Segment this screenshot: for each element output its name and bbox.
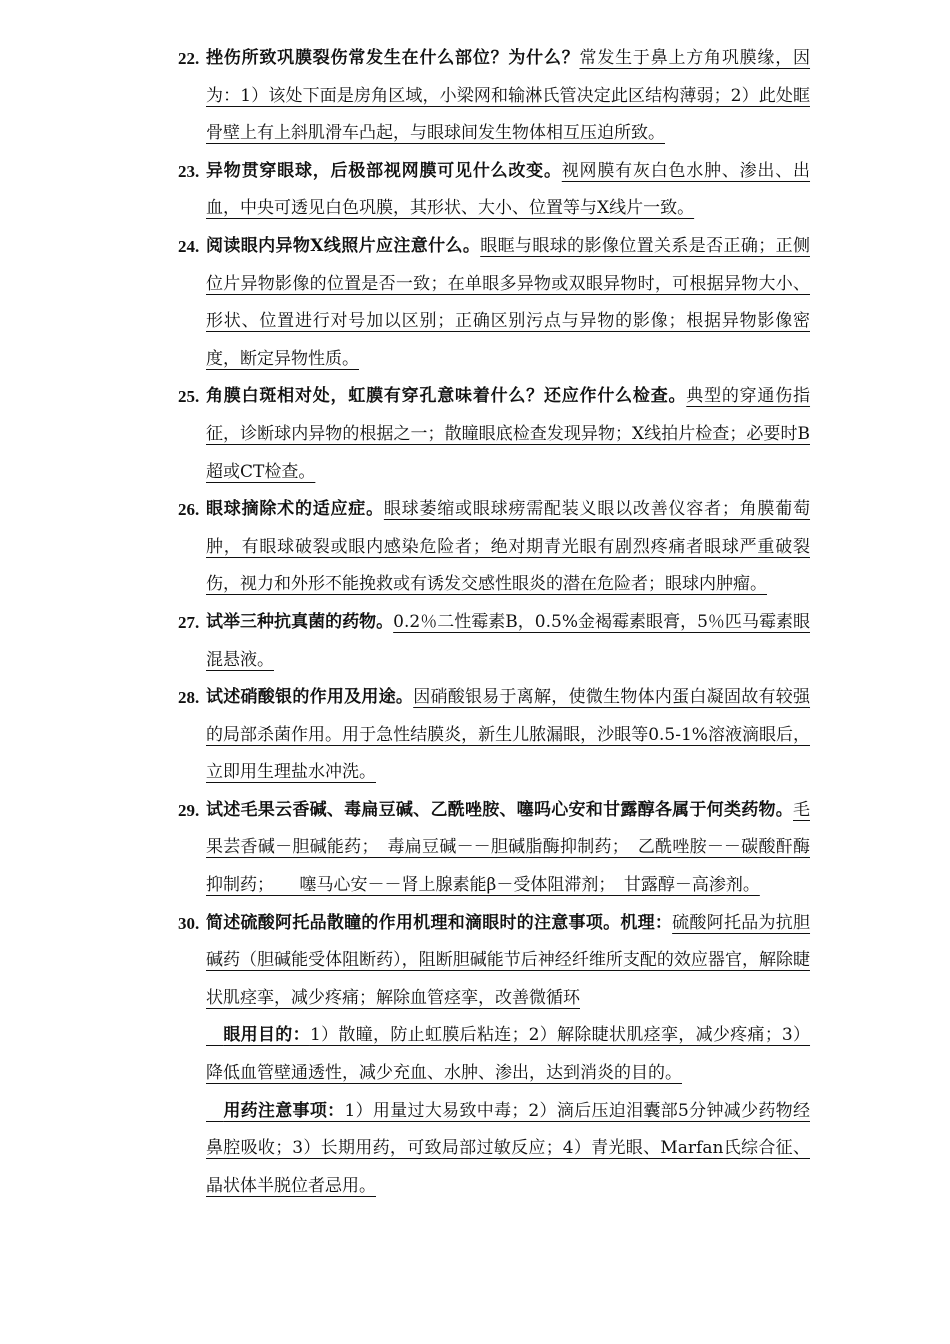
- answer-text: 视网膜有灰白色水肿、渗出、出血，中央可透见白色巩膜，其形状、大小、位置等与X线片一致。: [206, 160, 811, 219]
- answer-text: 眼眶与眼球的影像位置关系是否正确；正侧位片异物影像的位置是否一致；在单眼多异物或双眼异物时，可根据异物大小、形状、位置进行对号加以区别；正确区别污点与异物的影像；根据异物影像密度，断定异物性质。: [206, 235, 810, 369]
- question-number: 27.: [178, 612, 200, 632]
- answer-subsection-precautions: [206, 1093, 810, 1206]
- document-page: [0, 40, 950, 1205]
- question-28: [178, 679, 810, 792]
- answer-text: 硫酸阿托品为抗胆碱药（胆碱能受体阻断药），阻断胆碱能节后神经纤维所支配的效应器官，解除睫状肌痉挛，减少疼痛；解除血管痉挛，改善微循环: [206, 912, 811, 1008]
- answer-text: 眼球萎缩或眼球痨需配装义眼以改善仪容者；角膜葡萄肿，有眼球破裂或眼内感染危险者；绝对期青光眼有剧烈疼痛者眼球严重破裂伤，视力和外形不能挽救或有诱发交感性眼炎的潜在危险者；眼球内肿瘤。: [206, 499, 811, 595]
- question-26: [178, 491, 810, 604]
- question-number: 29.: [178, 800, 200, 820]
- answer-text: 典型的穿通伤指征，诊断球内异物的根据之一；散瞳眼底检查发现异物；X线拍片检查；必要时B超或CT检查。: [206, 386, 811, 482]
- answer-text: 常发生于鼻上方角巩膜缘，因为：1）该处下面是房角区域，小梁网和输淋氏管决定此区结构薄弱；2）此处眶骨壁上有上斜肌滑车凸起，与眼球间发生物体相互压迫所致。: [206, 48, 811, 144]
- subsection-text: 1）用量过大易致中毒；2）滴后压迫泪囊部5分钟减少药物经鼻腔吸收；3）长期用药，可致局部过敏反应；4）青光眼、Marfan氏综合征、晶状体半脱位者忌用。: [206, 1100, 810, 1196]
- answer-text: 毛果芸香碱－胆碱能药； 毒扁豆碱－－胆碱脂酶抑制药； 乙酰唑胺－－碳酸酐酶抑制药； 噻马心安－－肾上腺素能β－受体阻滞剂； 甘露醇－高渗剂。: [206, 799, 810, 896]
- question-24: [178, 228, 810, 378]
- question-text: 阅读眼内异物X线照片应注意什么。: [206, 235, 481, 256]
- subsection-label: 用药注意事项：: [223, 1100, 345, 1121]
- question-29: [178, 792, 810, 905]
- answer-text: 0.2％二性霉素B，0.5%金褐霉素眼膏，5％匹马霉素眼混悬液。: [206, 611, 810, 670]
- subsection-text: 1）散瞳，防止虹膜后粘连；2）解除睫状肌痉挛，减少疼痛；3）降低血管壁通透性，减少充血、水肿、渗出，达到消炎的目的。: [206, 1025, 811, 1084]
- question-text: 试述毛果云香碱、毒扁豆碱、乙酰唑胺、噻吗心安和甘露醇各属于何类药物。: [206, 799, 793, 820]
- answer-subsection-purpose: [206, 1017, 810, 1092]
- question-number: 30.: [178, 913, 200, 933]
- subsection-label: 眼用目的：: [223, 1025, 310, 1046]
- question-number: 22.: [178, 49, 200, 68]
- question-text: 挫伤所致巩膜裂伤常发生在什么部位？为什么？: [206, 48, 580, 68]
- question-22: [178, 40, 810, 153]
- question-number: 25.: [178, 387, 200, 407]
- question-27: [178, 604, 810, 679]
- question-text: 试述硝酸银的作用及用途。: [206, 687, 414, 708]
- question-text: 试举三种抗真菌的药物。: [206, 611, 394, 632]
- question-text: 眼球摘除术的适应症。: [206, 499, 384, 520]
- question-30: [178, 905, 810, 1206]
- question-number: 24.: [178, 236, 200, 256]
- answer-text: 因硝酸银易于离解，使微生物体内蛋白凝固故有较强的局部杀菌作用。用于急性结膜炎，新生儿脓漏眼，沙眼等0.5-1%溶液滴眼后，立即用生理盐水冲洗。: [206, 687, 811, 783]
- question-text: 简述硫酸阿托品散瞳的作用机理和滴眼时的注意事项。机理：: [206, 912, 673, 933]
- question-text: 异物贯穿眼球，后极部视网膜可见什么改变。: [206, 160, 562, 181]
- question-number: 26.: [178, 500, 200, 520]
- question-number: 28.: [178, 688, 200, 708]
- question-23: [178, 153, 810, 228]
- question-number: 23.: [178, 161, 200, 181]
- question-25: [178, 378, 810, 491]
- question-text: 角膜白斑相对处，虹膜有穿孔意味着什么？还应作什么检查。: [206, 386, 687, 407]
